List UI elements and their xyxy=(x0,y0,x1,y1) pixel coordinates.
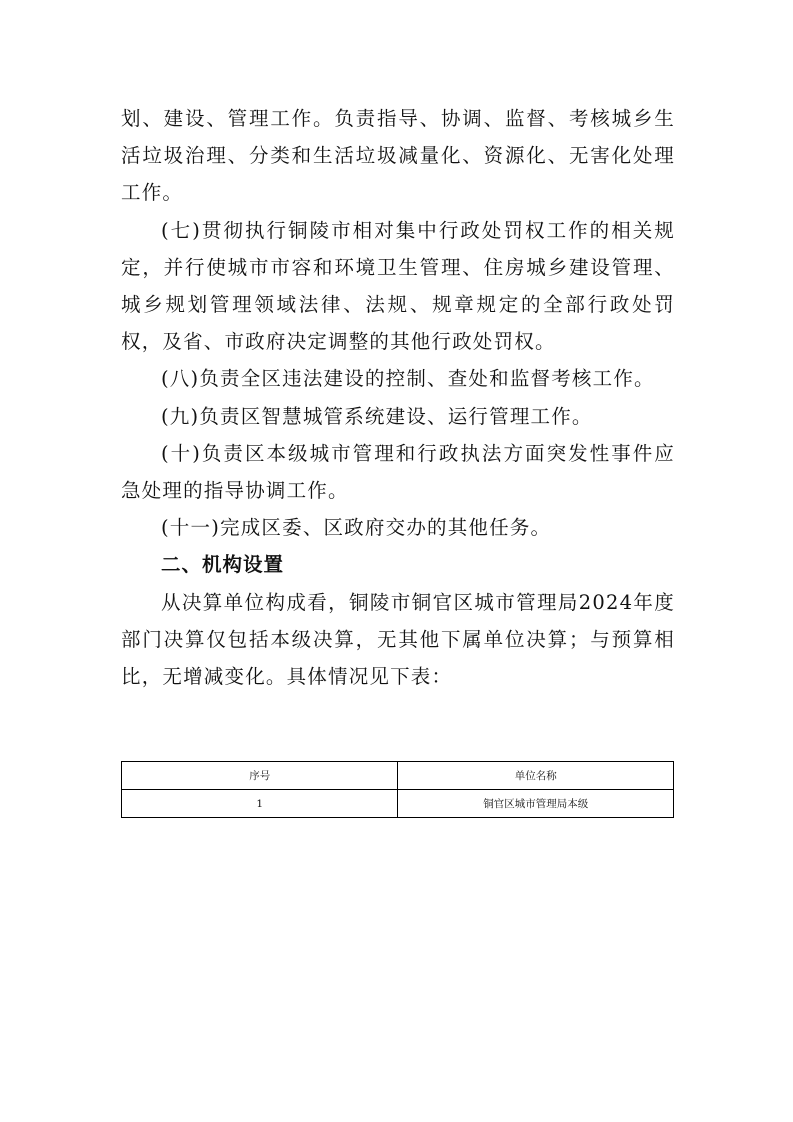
paragraph-item-7: (七)贯彻执行铜陵市相对集中行政处罚权工作的相关规定，并行使城市市容和环境卫生管理、住房城乡建设管理、城乡规划管理领域法律、法规、规章规定的全部行政处罚权，及省、市政府决定调整的其他行政处罚权。 xyxy=(121,218,675,354)
paragraph-continuation: 划、建设、管理工作。负责指导、协调、监督、考核城乡生活垃圾治理、分类和生活垃圾减量化、资源化、无害化处理工作。 xyxy=(121,107,675,205)
paragraph-item-9: (九)负责区智慧城管系统建设、运行管理工作。 xyxy=(161,404,593,428)
table-header-unit-name: 单位名称 xyxy=(398,762,674,790)
paragraph-item-8: (八)负责全区违法建设的控制、查处和监督考核工作。 xyxy=(161,367,655,391)
paragraph-item-10: (十)负责区本级城市管理和行政执法方面突发性事件应急处理的指导协调工作。 xyxy=(121,441,675,503)
document-body xyxy=(121,100,675,695)
unit-table xyxy=(121,761,674,818)
table-row xyxy=(122,790,674,818)
section-body: 从决算单位构成看，铜陵市铜官区城市管理局2024年度部门决算仅包括本级决算，无其他下属单位决算；与预算相比，无增减变化。具体情况见下表： xyxy=(121,590,675,689)
table-header-index: 序号 xyxy=(122,762,398,790)
section-heading: 二、机构设置 xyxy=(161,553,285,577)
table-cell-index: 1 xyxy=(122,790,398,818)
paragraph-item-11: (十一)完成区委、区政府交办的其他任务。 xyxy=(161,516,552,540)
table-header-row xyxy=(122,762,674,790)
table-cell-unit-name: 铜官区城市管理局本级 xyxy=(398,790,674,818)
